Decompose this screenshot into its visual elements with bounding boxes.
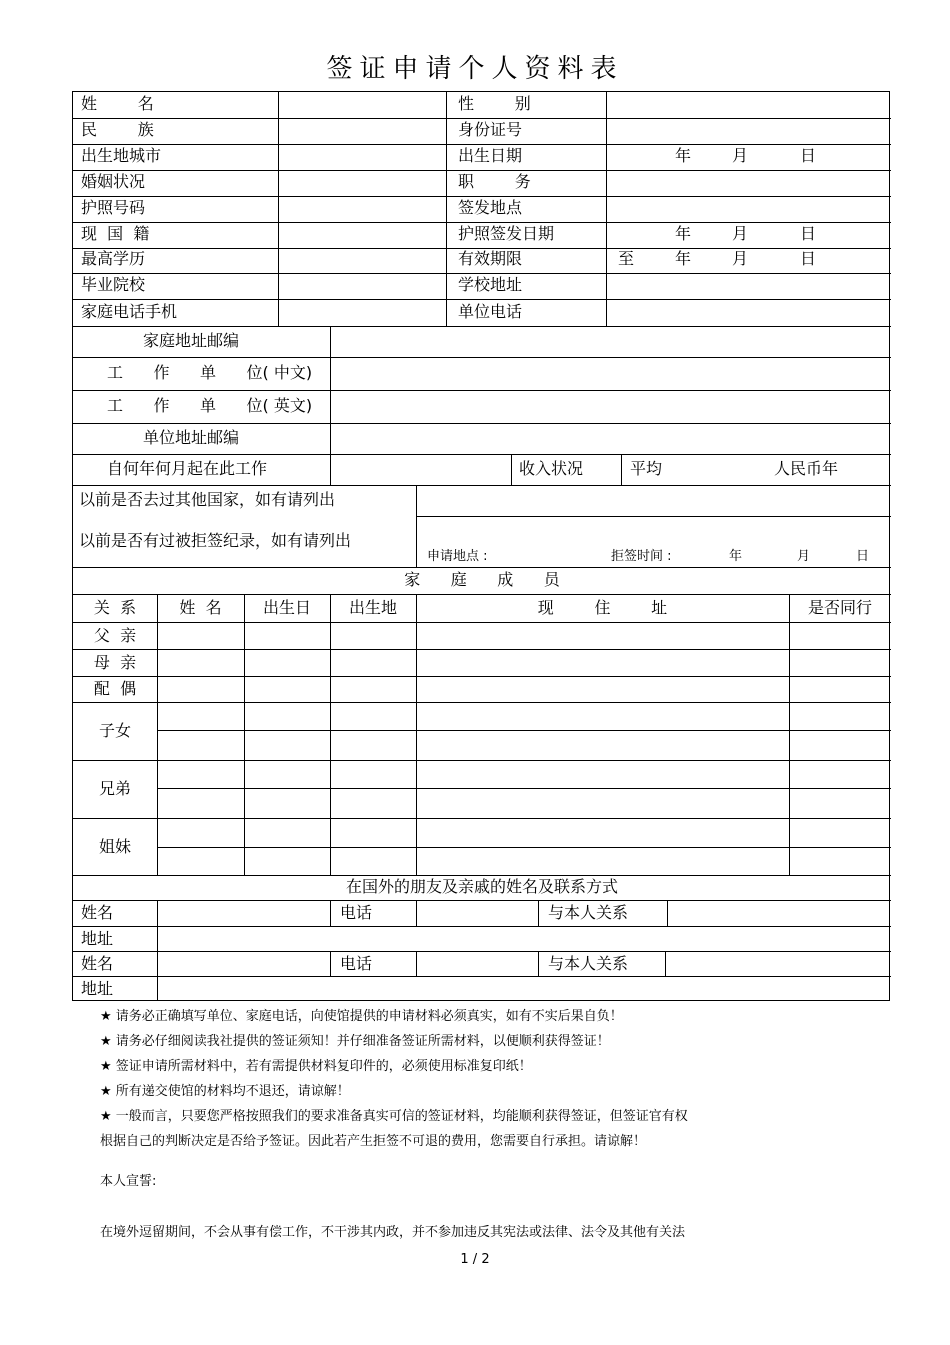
label-nationality: 现 国 籍	[81, 224, 150, 243]
label-graduated-from: 毕业院校	[81, 275, 146, 294]
label-validity: 有效期限	[458, 249, 523, 268]
contact1-relation-label: 与本人关系	[548, 903, 629, 922]
validity-day: 日	[800, 249, 817, 268]
issue-date-day: 日	[800, 224, 817, 243]
birth-date-day: 日	[800, 146, 817, 165]
label-school-address: 学校地址	[458, 275, 523, 294]
label-passport-no: 护照号码	[81, 198, 146, 217]
label-apply-place: 申请地点 :	[427, 549, 488, 564]
declaration-text: 在境外逗留期间，不会从事有偿工作，不干涉其内政，并不参加违反其宪法或法律、法令及其他有关法	[100, 1225, 686, 1240]
page-number: 1 / 2	[460, 1252, 490, 1267]
family-relation-spouse: 配 偶	[93, 679, 137, 698]
contacts-section-title: 在国外的朋友及亲戚的姓名及联系方式	[345, 877, 618, 896]
label-name: 姓 名	[81, 94, 154, 113]
label-visited-countries: 以前是否去过其他国家，如有请列出	[79, 490, 336, 509]
family-section-title: 家 庭 成 员	[404, 570, 560, 589]
label-birth-date: 出生日期	[458, 146, 523, 165]
label-refusal-record: 以前是否有过被拒签纪录，如有请列出	[79, 531, 352, 550]
label-id-number: 身份证号	[458, 120, 523, 139]
label-home-address: 家庭地址邮编	[143, 331, 240, 350]
label-ethnicity: 民 族	[81, 120, 154, 139]
label-education: 最高学历	[81, 249, 146, 268]
refusal-day: 日	[856, 549, 870, 564]
family-header-name: 姓 名	[179, 598, 222, 617]
family-relation-children: 子女	[98, 721, 131, 740]
refusal-month: 月	[797, 549, 811, 564]
family-relation-father: 父 亲	[93, 626, 137, 645]
note-item: ★ 一般而言，只要您严格按照我们的要求准备真实可信的签证材料，均能顺利获得签证，但签证官有权	[100, 1109, 688, 1124]
label-average: 平均	[630, 459, 663, 478]
contact2-phone-label: 电话	[340, 954, 373, 973]
label-gender: 性 别	[458, 94, 531, 113]
label-employer-address: 单位地址邮编	[143, 428, 240, 447]
family-header-address: 现 住 址	[537, 598, 668, 617]
family-header-birth-date: 出生日	[262, 598, 311, 617]
notes-list	[100, 1004, 860, 1154]
contact1-address-label: 地址	[81, 929, 114, 948]
page-title: 签证申请个人资料表	[326, 54, 624, 84]
issue-date-year: 年	[675, 224, 692, 243]
family-header-birthplace: 出生地	[348, 598, 397, 617]
refusal-year: 年	[729, 549, 743, 564]
label-refusal-time: 拒签时间 :	[611, 549, 672, 564]
validity-month: 月	[732, 249, 749, 268]
validity-year: 年	[675, 249, 692, 268]
label-employer-cn: 工 作 单 位( 中文)	[107, 363, 313, 382]
birth-date-month: 月	[732, 146, 749, 165]
label-work-phone: 单位电话	[458, 302, 523, 321]
label-home-phone: 家庭电话手机	[81, 302, 178, 321]
family-relation-mother: 母 亲	[93, 653, 137, 672]
family-header-accompany: 是否同行	[807, 598, 872, 617]
note-item: 根据自己的判断决定是否给予签证。因此若产生拒签不可退的费用，您需要自行承担。请谅解！	[100, 1134, 647, 1149]
family-relation-sisters: 姐妹	[98, 837, 131, 856]
label-position: 职 务	[458, 172, 531, 191]
birth-date-year: 年	[675, 146, 692, 165]
application-form-table	[72, 91, 890, 1001]
label-income: 收入状况	[519, 459, 584, 478]
declaration-label: 本人宣誓:	[100, 1174, 157, 1189]
family-header-relation: 关 系	[93, 598, 137, 617]
label-issue-place: 签发地点	[458, 198, 523, 217]
validity-to: 至	[618, 249, 635, 268]
label-work-since: 自何年何月起在此工作	[107, 459, 268, 478]
label-income-unit: 人民币年	[774, 459, 839, 478]
note-item: ★ 请务必正确填写单位、家庭电话，向使馆提供的申请材料必须真实，如有不实后果自负！	[100, 1009, 623, 1024]
label-marital-status: 婚姻状况	[81, 172, 146, 191]
family-relation-brothers: 兄弟	[98, 779, 131, 798]
label-employer-en: 工 作 单 位( 英文)	[107, 396, 313, 415]
label-passport-issue-date: 护照签发日期	[458, 224, 555, 243]
note-item: ★ 请务必仔细阅读我社提供的签证须知！并仔细准备签证所需材料，以便顺利获得签证！	[100, 1034, 610, 1049]
note-item: ★ 签证申请所需材料中，若有需提供材料复印件的，必须使用标准复印纸！	[100, 1059, 532, 1074]
issue-date-month: 月	[732, 224, 749, 243]
contact1-phone-label: 电话	[340, 903, 373, 922]
label-birthplace: 出生地城市	[81, 146, 162, 165]
contact2-address-label: 地址	[81, 979, 114, 998]
contact1-name-label: 姓名	[81, 903, 114, 922]
contact2-relation-label: 与本人关系	[548, 954, 629, 973]
note-item: ★ 所有递交使馆的材料均不退还，请谅解！	[100, 1084, 350, 1099]
contact2-name-label: 姓名	[81, 954, 114, 973]
